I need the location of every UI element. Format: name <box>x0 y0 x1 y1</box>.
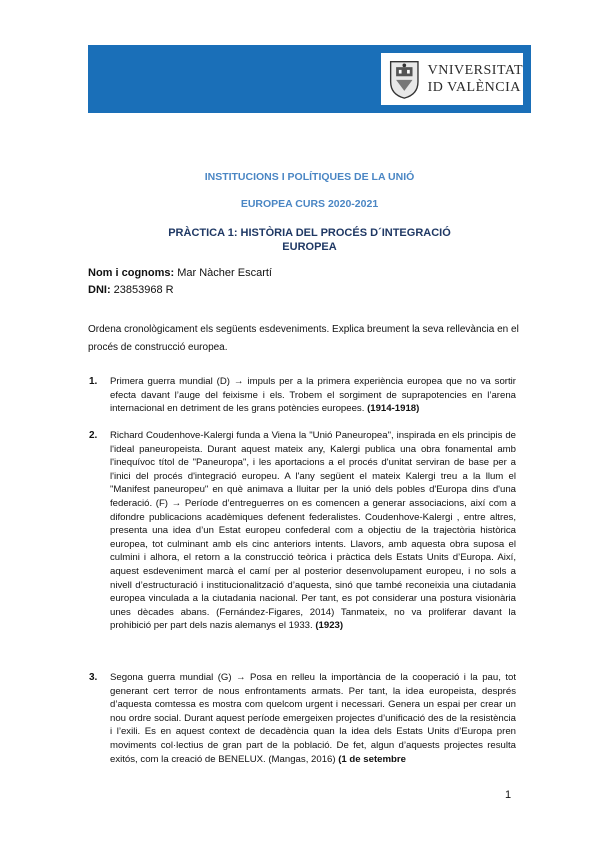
student-dni <box>88 284 174 296</box>
item-number: 3. <box>89 672 98 683</box>
name-value: Mar Nàcher Escartí <box>174 267 272 279</box>
item-year: (1 de setembre <box>338 753 406 765</box>
list-item <box>89 429 516 633</box>
course-title-line1: INSTITUCIONS I POLÍTIQUES DE LA UNIÓ <box>204 171 415 183</box>
list-item <box>89 375 516 416</box>
header-bar <box>88 45 531 113</box>
course-title-line2: EUROPEA CURS 2020-2021 <box>240 198 379 210</box>
list-item <box>89 671 516 766</box>
dni-label: DNI: <box>88 284 111 296</box>
item-number: 1. <box>89 376 98 387</box>
item-text: Primera guerra mundial (D) → impuls per a la primera experiència europea que no va sortir efecta davant l’auge del feixisme i els. Trobem el sorgiment de suprapotencies en l’arena internacional en detriment de les grans potències europees. <box>110 376 516 415</box>
practice-title-line2: EUROPEA <box>282 241 337 253</box>
item-year: (1923) <box>315 620 344 632</box>
item-year: (1914-1918) <box>367 403 420 415</box>
page-number: 1 <box>505 789 512 801</box>
student-name <box>88 267 272 279</box>
university-seal-icon <box>387 56 422 102</box>
item-text: Richard Coudenhove-Kalergi funda a Viena la "Unió Paneuropea", inspirada en els principis de l'ideal paneuropeista. Durant aquest mateix any, Kalergi publica una obra fonamental amb l'inequívoc títol de "Paneuropa", i les aportacions a el procés d'unitat serviran de base per a l'inici del procés d'integració europeu. A l'any següent el mateix Kalergi treu a la llum el "Manifest paneuropeu" en què animava a lluitar per la unió dels pobles d'Europa dins d'una federació. (F) → Període d’entreguerres on es comencen a generar associacions, així com a difondre publicacions acadèmiques defenent federalistes. Coudenhove-Kalergi , entre altres, presenta una idea d’un Estat europeu confederal com a objectiu de la trajectòria històrica europea, tot culminant amb els cinc anteriors intents. Llavors, amb aquesta obra suposa el culmini i alhora, el retorn a la construcció teòrica i pràctica dels Estats Units d’Europa. Així, aquest esdeveniment marcà el camí per al posterior desenvolupament europeu, i no sols a nivell d’estructuració i institucionalització d’aquesta, sinó que també reconeixia una ciutadania europea vinculada a la ciutadania nacional. Per tant, es pot considerar una postura visionària unes dècades abans. (Fernández-Figares, 2014) Tanmateix, no va proliferar davant la prohibició per part dels nazis alemanys el 1933. <box>110 430 516 632</box>
logo-text-line1: VNIVERSITAT <box>427 63 523 78</box>
university-logo <box>381 53 523 105</box>
instructions: Ordena cronològicament els següents esdeveniments. Explica breument la seva rellevància en el procés de construcció europea. <box>88 324 519 353</box>
dni-value: 23853968 R <box>110 284 174 296</box>
practice-title-line1: PRÀCTICA 1: HISTÒRIA DEL PROCÉS D´INTEGRACIÓ <box>168 227 451 239</box>
name-label: Nom i cognoms: <box>88 267 175 279</box>
item-number: 2. <box>89 430 98 441</box>
logo-text-line2: ID VALÈNCIA <box>427 80 521 95</box>
item-text: Segona guerra mundial (G) → Posa en relleu la importància de la cooperació i la pau, tot generant cert terror de nous enfrontaments armats. Per tant, la idea europeista, després d’aquesta comtessa es mostra com quelcom urgent i necessari. Genera un espai per crear un nou ordre social. Durant aquest període emergeixen projectes d’unificació des de la resistència i l’exili. Es en aquest context de decadència quan la idea dels Estats Units d’Europa pren moviments col·lectius de gran part de la població. De fet, algun d’aquests projectes resulta exitós, com la creació de BENELUX. (Mangas, 2016) <box>110 672 516 765</box>
